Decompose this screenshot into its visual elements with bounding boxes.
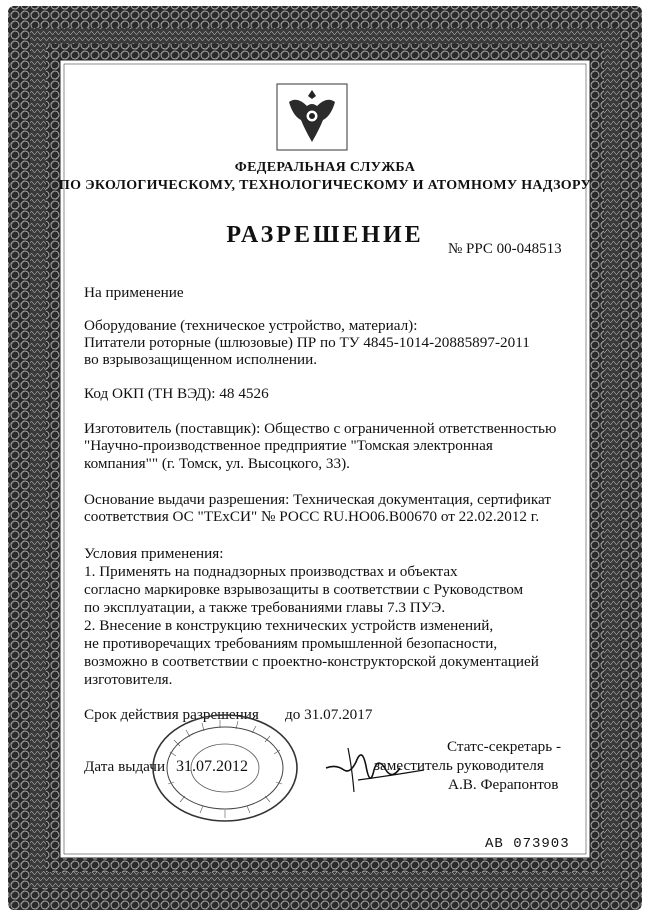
issue-date-value: 31.07.2012 [176, 758, 248, 775]
manufacturer-line-3: компания"" (г. Томск, ул. Высоцкого, 33). [84, 455, 350, 472]
conditions-line-1: 1. Применять на поднадзорных производствах и объектах [84, 563, 458, 580]
validity-value: до 31.07.2017 [285, 706, 373, 723]
manufacturer-line-2: "Научно-производственное предприятие "Томская электронная [84, 437, 493, 454]
signer-title-2: заместитель руководителя [374, 757, 544, 774]
basis-line-1: Основание выдачи разрешения: Техническая документация, сертификат [84, 491, 552, 508]
issue-date-label: Дата выдачи [84, 758, 166, 775]
signer-name: А.В. Ферапонтов [448, 776, 559, 793]
permit-number: № РРС 00-048513 [448, 241, 562, 257]
validity-label: Срок действия разрешения [84, 706, 259, 723]
document-title: РАЗРЕШЕНИЕ [226, 222, 424, 248]
form-serial-number: АВ 073903 [485, 836, 570, 852]
agency-line-1: ФЕДЕРАЛЬНАЯ СЛУЖБА [234, 160, 416, 175]
conditions-line-5: не противоречащих требованиям промышленной безопасности, [84, 635, 498, 652]
signer-title-1: Статс-секретарь - [447, 738, 562, 755]
basis-line-2: соответствия ОС "ТЕхСИ" № РОСС RU.НО06.В00670 от 22.02.2012 г. [84, 508, 540, 525]
conditions-line-6: возможно в соответствии с проектно-конструкторской документацией [84, 653, 539, 670]
okp-code: Код ОКП (ТН ВЭД): 48 4526 [84, 385, 269, 402]
manufacturer-line-1: Изготовитель (поставщик): Общество с ограниченной ответственностью [84, 420, 557, 437]
equipment-line-3: во взрывозащищенном исполнении. [84, 351, 318, 368]
conditions-line-2: согласно маркировке взрывозащиты в соответствии с Руководством [84, 581, 524, 598]
agency-line-2: ПО ЭКОЛОГИЧЕСКОМУ, ТЕХНОЛОГИЧЕСКОМУ И АТОМНОМУ НАДЗОРУ [58, 178, 592, 193]
conditions-title: Условия применения: [84, 545, 224, 562]
conditions-line-3: по эксплуатации, а также требованиями главы 7.3 ПУЭ. [84, 599, 446, 616]
equipment-line-2: Питатели роторные (шлюзовые) ПР по ТУ 4845-1014-20885897-2011 [84, 334, 530, 351]
application-text: На применение [84, 284, 184, 301]
equipment-line-1: Оборудование (техническое устройство, материал): [84, 317, 418, 334]
conditions-line-4: 2. Внесение в конструкцию технических устройств изменений, [84, 617, 494, 634]
conditions-line-7: изготовителя. [84, 671, 173, 688]
double-headed-eagle-emblem [275, 82, 349, 152]
